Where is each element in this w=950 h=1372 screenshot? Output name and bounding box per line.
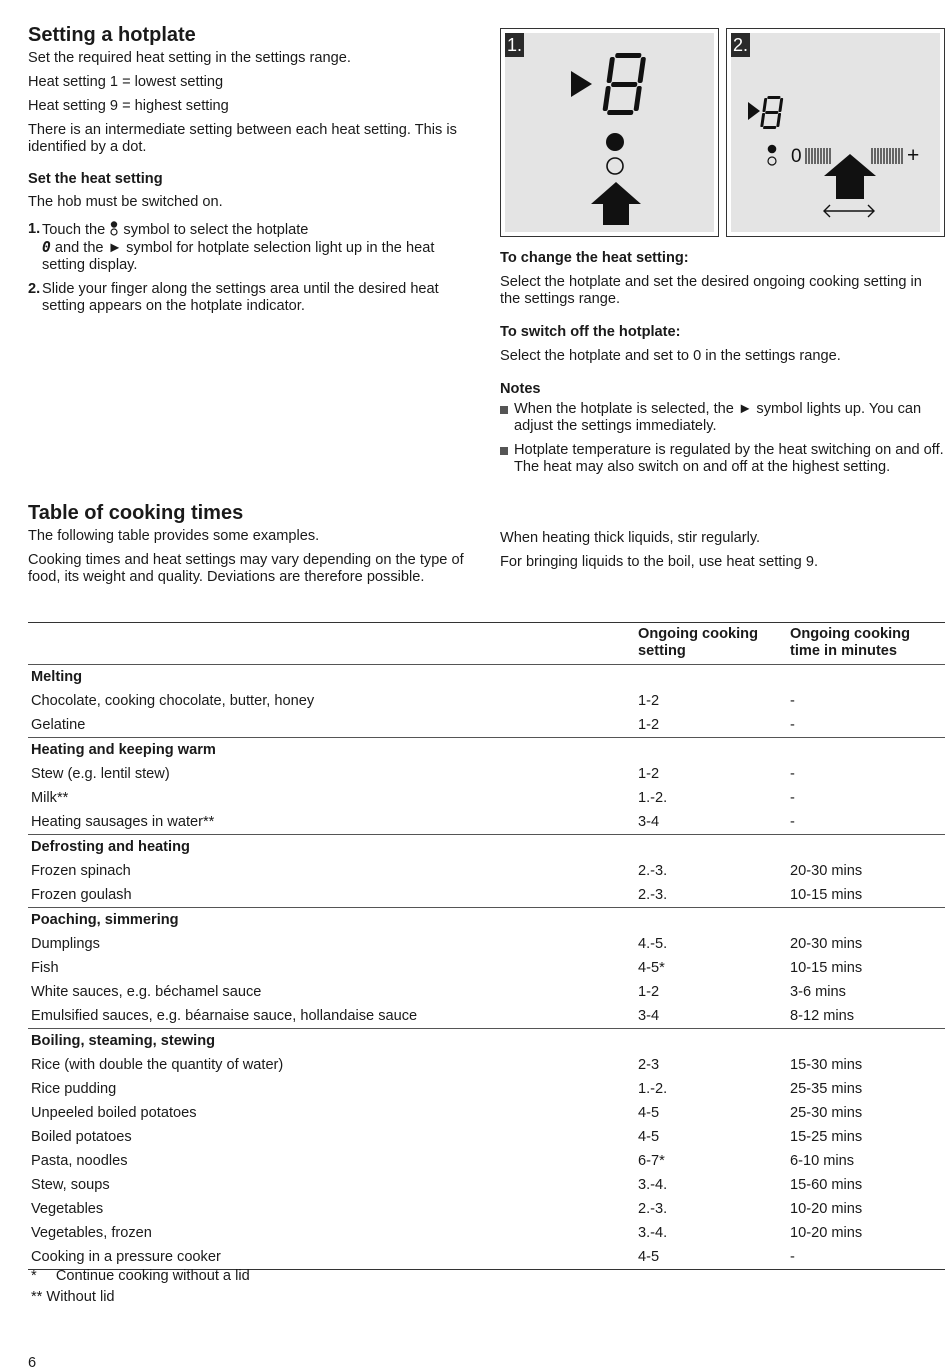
table-row — [28, 689, 945, 713]
setting-cell: 3.-4. — [638, 1177, 668, 1193]
page-number: 6 — [28, 1355, 37, 1371]
table-row — [28, 1245, 945, 1270]
paragraph: The hob must be switched on. — [28, 194, 223, 210]
time-cell: 6-10 mins — [790, 1153, 855, 1169]
food-cell: Milk** — [31, 790, 69, 806]
cooking-times-right-column — [500, 530, 945, 578]
bullet-square-icon — [500, 447, 508, 455]
table-row — [28, 1173, 945, 1197]
time-cell: 25-35 mins — [790, 1081, 863, 1097]
setting-cell: 1-2 — [638, 984, 660, 1000]
table-row — [28, 762, 945, 786]
cooking-times-table — [28, 622, 945, 1270]
setting-cell: 4.-5. — [638, 936, 668, 952]
time-cell: - — [790, 814, 795, 830]
hotplate-right-column — [500, 250, 945, 483]
panel-badge: 1. — [506, 35, 522, 55]
step-text: Slide your finger along the settings area until the desired heat setting appears on the hotplate indicator. — [42, 281, 439, 314]
notes-list — [500, 401, 945, 476]
steps-list — [28, 221, 473, 315]
range-min-label: 0 — [791, 146, 802, 167]
time-cell: 10-15 mins — [790, 887, 863, 903]
setting-cell: 1-2 — [638, 693, 660, 709]
food-cell: Stew (e.g. lentil stew) — [31, 766, 170, 782]
time-cell: 15-60 mins — [790, 1177, 863, 1193]
table-header-cell: Ongoing cooking setting — [638, 626, 758, 659]
note-item — [500, 401, 945, 435]
up-arrow-icon — [824, 154, 876, 199]
category-cell: Defrosting and heating — [31, 839, 190, 855]
notes-heading: Notes — [500, 381, 541, 397]
time-cell: 15-30 mins — [790, 1057, 863, 1073]
time-cell: 15-25 mins — [790, 1129, 863, 1145]
footnote — [31, 1289, 115, 1306]
hotplate-select-icon — [109, 221, 119, 236]
note-text: When the hotplate is selected, the ► symbol lights up. You can adjust the settings immediately. — [514, 401, 922, 434]
time-cell: - — [790, 790, 795, 806]
setting-cell: 3-4 — [638, 1008, 660, 1024]
table-row — [28, 980, 945, 1004]
food-cell: Vegetables, frozen — [31, 1225, 152, 1241]
footnote-text: Continue cooking without a lid — [55, 1268, 250, 1284]
table-row — [28, 1004, 945, 1029]
time-cell: 20-30 mins — [790, 863, 863, 879]
paragraph: There is an intermediate setting between each heat setting. This is identified by a dot. — [28, 122, 457, 155]
figure-panel-2 — [726, 28, 945, 237]
step-text: and the ► symbol for hotplate selection light up in the heat setting display. — [42, 240, 435, 273]
setting-hotplate-section — [28, 23, 473, 322]
footnote — [31, 1268, 250, 1285]
time-cell: 25-30 mins — [790, 1105, 863, 1121]
footnote-text: Without lid — [46, 1289, 115, 1305]
food-cell: Emulsified sauces, e.g. béarnaise sauce, hollandaise sauce — [31, 1008, 418, 1024]
time-cell: 3-6 mins — [790, 984, 846, 1000]
table-category-row — [28, 1029, 945, 1054]
food-cell: Frozen goulash — [31, 887, 132, 903]
paragraph: Heat setting 9 = highest setting — [28, 98, 229, 114]
food-cell: Frozen spinach — [31, 863, 131, 879]
range-plus-label: + — [907, 144, 920, 167]
paragraph: When heating thick liquids, stir regularly. — [500, 530, 761, 546]
panel-badge: 2. — [732, 35, 748, 55]
setting-cell: 2.-3. — [638, 863, 668, 879]
step-text: symbol to select the hotplate — [123, 222, 309, 238]
panel-2-illustration — [727, 29, 944, 236]
food-cell: Dumplings — [31, 936, 100, 952]
setting-cell: 4-5 — [638, 1105, 660, 1121]
paragraph: For bringing liquids to the boil, use heat setting 9. — [500, 554, 819, 570]
table-row — [28, 1125, 945, 1149]
step-number: 1. — [28, 221, 41, 237]
segment-display-icon: 0 — [42, 239, 51, 256]
food-cell: Heating sausages in water** — [31, 814, 215, 830]
table-row — [28, 810, 945, 835]
food-cell: Boiled potatoes — [31, 1129, 132, 1145]
food-cell: Chocolate, cooking chocolate, butter, honey — [31, 693, 315, 709]
setting-cell: 6-7* — [638, 1153, 665, 1169]
table-header-row — [28, 623, 945, 665]
paragraph: Cooking times and heat settings may vary depending on the type of food, its weight and quality. Deviations are therefore possible. — [28, 552, 464, 585]
category-cell: Melting — [31, 669, 83, 685]
food-cell: Unpeeled boiled potatoes — [31, 1105, 197, 1121]
table-header-cell: Ongoing cooking time in minutes — [790, 626, 910, 659]
cooking-times-section — [28, 501, 473, 593]
food-cell: White sauces, e.g. béchamel sauce — [31, 984, 262, 1000]
food-cell: Gelatine — [31, 717, 86, 733]
table-row — [28, 1197, 945, 1221]
step-text: Touch the — [42, 222, 106, 238]
hotplate-filled-dot-icon — [768, 145, 777, 154]
figure-panel-1 — [500, 28, 719, 237]
seven-segment-digit-icon — [602, 53, 647, 115]
step-number: 2. — [28, 281, 41, 297]
setting-cell: 1-2 — [638, 717, 660, 733]
food-cell: Rice pudding — [31, 1081, 117, 1097]
time-cell: 20-30 mins — [790, 936, 863, 952]
table-category-row — [28, 738, 945, 763]
paragraph: Select the hotplate and set the desired ongoing cooking setting in the settings range. — [500, 274, 922, 307]
panel-1-illustration — [501, 29, 718, 236]
table-row — [28, 1221, 945, 1245]
step-item — [28, 221, 473, 274]
setting-cell: 4-5* — [638, 960, 665, 976]
setting-cell: 2-3 — [638, 1057, 660, 1073]
section-title: Table of cooking times — [28, 502, 244, 524]
setting-cell: 1.-2. — [638, 1081, 668, 1097]
subheading: To change the heat setting: — [500, 250, 689, 266]
time-cell: - — [790, 717, 795, 733]
subheading: Set the heat setting — [28, 171, 163, 187]
section-title: Setting a hotplate — [28, 24, 196, 46]
category-cell: Boiling, steaming, stewing — [31, 1033, 216, 1049]
table-row — [28, 859, 945, 883]
table-row — [28, 932, 945, 956]
table-row — [28, 956, 945, 980]
setting-cell: 2.-3. — [638, 1201, 668, 1217]
empty-dot-icon — [607, 158, 623, 174]
table-row — [28, 1077, 945, 1101]
subheading: To switch off the hotplate: — [500, 324, 681, 340]
table-row — [28, 1053, 945, 1077]
time-cell: 8-12 mins — [790, 1008, 855, 1024]
table-header-cell — [28, 623, 635, 665]
up-arrow-icon — [591, 182, 641, 225]
table-row — [28, 883, 945, 908]
paragraph: Select the hotplate and set to 0 in the settings range. — [500, 348, 841, 364]
select-triangle-icon — [571, 71, 592, 97]
food-cell: Pasta, noodles — [31, 1153, 128, 1169]
category-cell: Heating and keeping warm — [31, 742, 216, 758]
note-item — [500, 442, 945, 476]
footnote-mark: ** — [31, 1289, 43, 1305]
setting-cell: 3-4 — [638, 814, 660, 830]
time-cell: 10-20 mins — [790, 1225, 863, 1241]
setting-cell: 1-2 — [638, 766, 660, 782]
paragraph: Heat setting 1 = lowest setting — [28, 74, 224, 90]
select-triangle-icon — [748, 102, 760, 120]
food-cell: Fish — [31, 960, 59, 976]
bullet-square-icon — [500, 406, 508, 414]
category-cell: Poaching, simmering — [31, 912, 179, 928]
table-category-row — [28, 835, 945, 860]
setting-cell: 1.-2. — [638, 790, 668, 806]
time-cell: 10-15 mins — [790, 960, 863, 976]
time-cell: 10-20 mins — [790, 1201, 863, 1217]
step-item — [28, 281, 473, 315]
time-cell: - — [790, 693, 795, 709]
footnote-mark: * — [31, 1268, 37, 1284]
table-body — [28, 665, 945, 1270]
time-cell: - — [790, 766, 795, 782]
table-row — [28, 1101, 945, 1125]
filled-dot-icon — [606, 133, 624, 151]
note-text: Hotplate temperature is regulated by the heat switching on and off. The heat may also switch on and off at the highest setting. — [514, 442, 944, 475]
table-row — [28, 786, 945, 810]
food-cell: Stew, soups — [31, 1177, 110, 1193]
table-category-row — [28, 908, 945, 933]
setting-cell: 3.-4. — [638, 1225, 668, 1241]
setting-cell: 2.-3. — [638, 887, 668, 903]
food-cell: Rice (with double the quantity of water) — [31, 1057, 284, 1073]
food-cell: Cooking in a pressure cooker — [31, 1249, 221, 1265]
food-cell: Vegetables — [31, 1201, 104, 1217]
setting-cell: 4-5 — [638, 1129, 660, 1145]
hotplate-empty-dot-icon — [768, 157, 776, 165]
time-cell: - — [790, 1249, 795, 1265]
left-right-arrow-icon — [824, 205, 874, 217]
paragraph: Set the required heat setting in the settings range. — [28, 50, 351, 66]
setting-cell: 4-5 — [638, 1249, 660, 1265]
table-row — [28, 1149, 945, 1173]
paragraph: The following table provides some examples. — [28, 528, 320, 544]
table-category-row — [28, 665, 945, 690]
table-row — [28, 713, 945, 738]
seven-segment-digit-icon — [760, 96, 784, 129]
